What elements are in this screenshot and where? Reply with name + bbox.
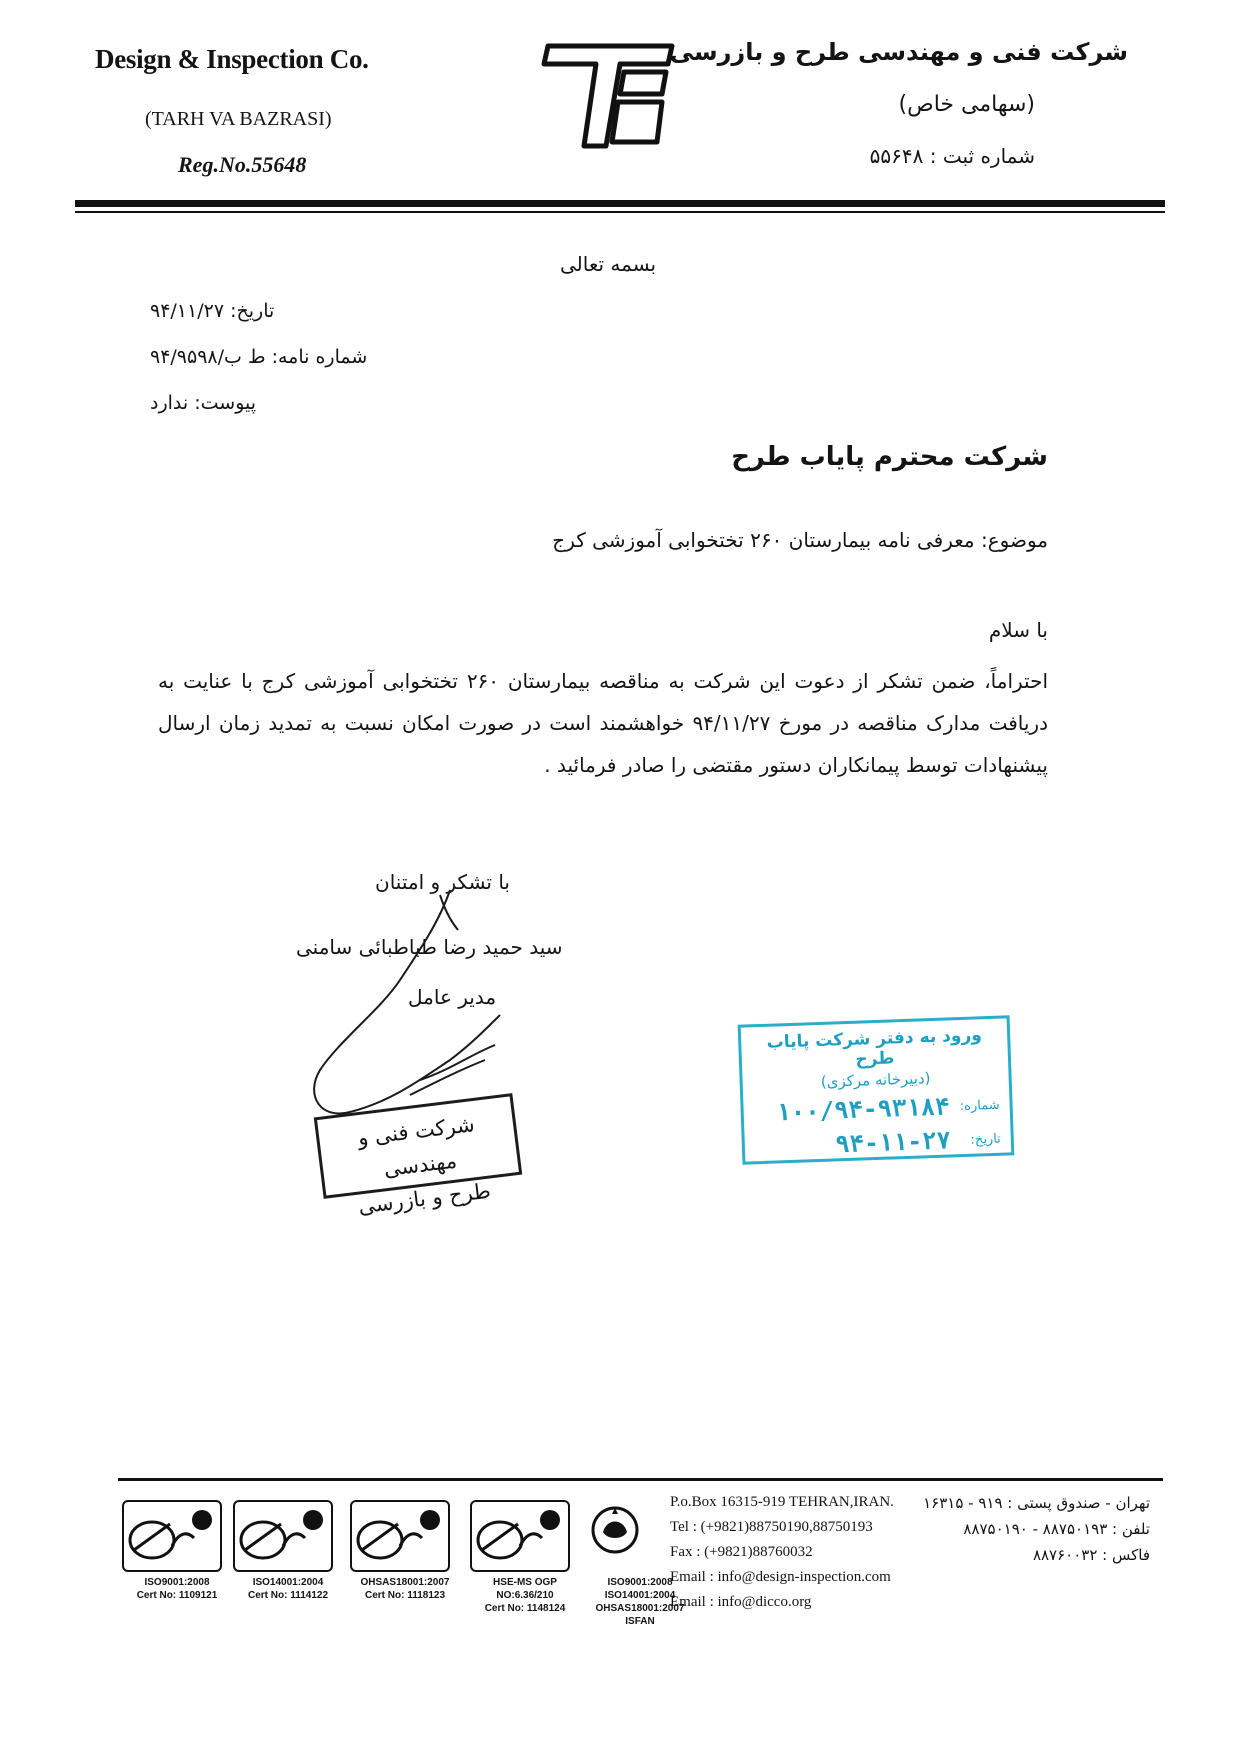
addressee: شرکت محترم پایاب طرح — [731, 442, 1048, 472]
footer-contact-english — [670, 1490, 894, 1615]
certification-caption: Cert No: 1118123 — [364, 1590, 446, 1601]
iso-cert-icon — [350, 1500, 450, 1572]
stamp-date-label: تاریخ: — [970, 1131, 1002, 1148]
footer-address-persian: تهران - صندوق پستی : ۹۱۹ - ۱۶۳۱۵ — [923, 1494, 1150, 1512]
stamp-subtitle: (دبیرخانه مرکزی) — [820, 1069, 931, 1091]
signatory-title: مدیر عامل — [408, 985, 497, 1009]
company-name-english: Design & Inspection Co. — [95, 44, 369, 74]
letter-date: تاریخ: ۹۴/۱۱/۲۷ — [150, 300, 275, 322]
letter-body-paragraph: احتراماً، ضمن تشکر از دعوت این شرکت به مناقصه بیمارستان ۲۶۰ تختخوابی آموزشی کرج با عنایت به دریافت مدارک مناقصه در مورخ ۹۴/۱۱/۲۷ خواهشمند است در صورت امکان نسبت به تمدید زمان ارسال پیشنهادات توسط پیمانکاران دستور مقتضی را صادر فرمائید . — [158, 669, 1049, 777]
iso-cert-icon — [233, 1500, 333, 1572]
footer-tel-persian: تلفن : ۸۸۷۵۰۱۹۳ - ۸۸۷۵۰۱۹۰ — [963, 1520, 1150, 1538]
stamp-date-value: ۹۴-۱۱-۲۷ — [834, 1126, 952, 1159]
footer-email-link-2[interactable]: Email : info@dicco.org — [670, 1594, 812, 1610]
certification-caption: OHSAS18001:2007 — [595, 1603, 685, 1614]
certification-caption: ISO9001:2008 — [144, 1577, 210, 1588]
certification-item — [122, 1500, 232, 1602]
iso-cert-icon — [470, 1500, 570, 1572]
certification-caption: OHSAS18001:2007 — [360, 1577, 450, 1588]
certification-caption: ISFAN — [625, 1616, 655, 1627]
bismillah: بسمه تعالی — [560, 252, 657, 276]
footer-contact-persian — [923, 1490, 1150, 1568]
stamp-number-value: ۱۰۰/۹۴-۹۳۱۸۴ — [775, 1092, 951, 1127]
certification-caption: Cert No: 1114122 — [247, 1590, 329, 1601]
registration-number-persian: شماره ثبت : ۵۵۶۴۸ — [869, 144, 1035, 168]
incoming-letter-stamp — [738, 1015, 1015, 1164]
stamp-number-label: شماره: — [959, 1097, 1000, 1114]
certification-caption: HSE-MS OGP NO:6.36/210 — [493, 1577, 557, 1601]
closing-phrase: با تشکر و امتنان — [375, 870, 510, 894]
certification-caption: ISO9001:2008 — [607, 1577, 673, 1588]
seal-line-1: شرکت فنی و مهندسی — [356, 1112, 476, 1182]
header-divider-thin — [75, 211, 1165, 213]
header-divider — [75, 200, 1165, 207]
registration-number-english: Reg.No.55648 — [178, 152, 307, 177]
letter-attachment: پیوست: ندارد — [150, 392, 257, 414]
footer-tel: Tel : (+9821)88750190,88750193 — [670, 1519, 873, 1535]
footer-fax-persian: فاکس : ۸۸۷۶۰۰۳۲ — [1032, 1546, 1150, 1564]
iso-cert-icon — [122, 1500, 222, 1572]
company-subtitle-english: (TARH VA BAZRASI) — [145, 108, 332, 130]
company-subtitle-persian: (سهامی خاص) — [898, 92, 1035, 117]
footer-email-link[interactable]: Email : info@design-inspection.com — [670, 1569, 891, 1585]
certification-item — [470, 1500, 580, 1615]
company-name-persian: شرکت فنی و مهندسی طرح و بازرسی — [669, 38, 1128, 66]
certification-item — [350, 1500, 460, 1602]
letter-number: شماره نامه: ط ب/۹۴/۹۵۹۸ — [150, 346, 368, 368]
seal-line-2: طرح و بازرسی — [356, 1178, 492, 1219]
footer-po-box: P.o.Box 16315-919 TEHRAN,IRAN. — [670, 1494, 894, 1510]
certification-caption: ISO14001:2004 — [252, 1577, 324, 1588]
company-logo-icon — [540, 42, 680, 152]
stamp-title: ورود به دفتر شرکت پایاب طرح — [766, 1025, 983, 1070]
footer-fax: Fax : (+9821)88760032 — [670, 1544, 813, 1560]
certification-item — [233, 1500, 343, 1602]
certification-caption: ISO14001:2004 — [604, 1590, 676, 1601]
certification-caption: Cert No: 1109121 — [136, 1590, 218, 1601]
letter-subject: موضوع: معرفی نامه بیمارستان ۲۶۰ تختخوابی آموزشی کرج — [552, 528, 1048, 552]
certification-caption: Cert No: 1148124 — [484, 1603, 566, 1614]
signatory-name: سید حمید رضا طباطبائی سامنی — [296, 935, 563, 959]
footer-divider — [118, 1478, 1163, 1481]
greeting: با سلام — [988, 618, 1048, 642]
